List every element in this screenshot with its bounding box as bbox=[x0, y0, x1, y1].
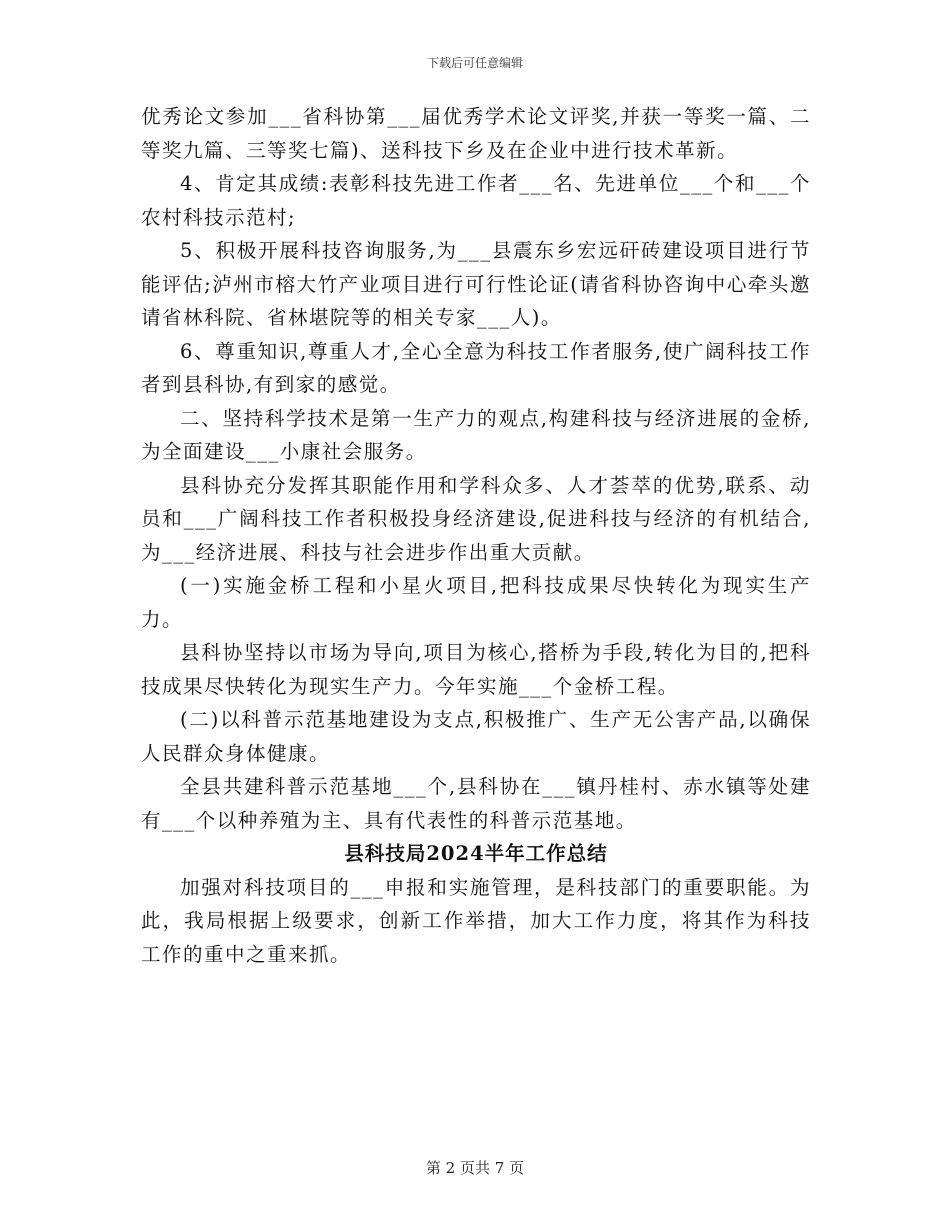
paragraph: 县科协坚持以市场为导向,项目为核心,搭桥为手段,转化为目的,把科技成果尽快转化为现实生产力。今年实施___个金桥工程。 bbox=[141, 641, 811, 698]
paragraph: 县科协充分发挥其职能作用和学科众多、人才荟萃的优势,联系、动员和___广阔科技工作者积极投身经济建设,促进科技与经济的有机结合,为___经济进展、科技与社会进步作出重大贡献。 bbox=[141, 473, 811, 564]
paragraph: 全县共建科普示范基地___个,县科协在___镇丹桂村、赤水镇等处建有___个以种养殖为主、具有代表性的科普示范基地。 bbox=[141, 775, 811, 832]
section-title: 县科技局2024半年工作总结 bbox=[344, 842, 608, 865]
paragraph: 4、肯定其成绩:表彰科技先进工作者___名、先进单位___个和___个农村科技示范村; bbox=[141, 172, 811, 229]
paragraph: 二、坚持科学技术是第一生产力的观点,构建科技与经济进展的金桥,为全面建设___小康社会服务。 bbox=[141, 406, 811, 463]
page-header: 下载后可任意编辑 bbox=[426, 56, 523, 70]
page-number: 第 2 页共 7 页 bbox=[425, 1159, 525, 1177]
paragraph-continued: 优秀论文参加___省科协第___届优秀学术论文评奖,并获一等奖一篇、二等奖九篇、三等奖七篇)、送科技下乡及在企业中进行技术革新。 bbox=[141, 105, 811, 162]
paragraph: 加强对科技项目的___申报和实施管理，是科技部门的重要职能。为此，我局根据上级要求，创新工作举措，加大工作力度，将其作为科技工作的重中之重来抓。 bbox=[141, 875, 811, 966]
document-body bbox=[141, 100, 811, 971]
paragraph: (二)以科普示范基地建设为支点,积极推广、生产无公害产品,以确保人民群众身体健康。 bbox=[141, 708, 811, 765]
paragraph: 6、尊重知识,尊重人才,全心全意为科技工作者服务,使广阔科技工作者到县科协,有到家的感觉。 bbox=[141, 339, 811, 396]
paragraph: (一)实施金桥工程和小星火项目,把科技成果尽快转化为现实生产力。 bbox=[141, 574, 811, 631]
paragraph: 5、积极开展科技咨询服务,为___县震东乡宏远矸砖建设项目进行节能评估;泸州市榕大竹产业项目进行可行性论证(请省科协咨询中心牵头邀请省林科院、省林堪院等的相关专家___人)。 bbox=[141, 239, 811, 329]
